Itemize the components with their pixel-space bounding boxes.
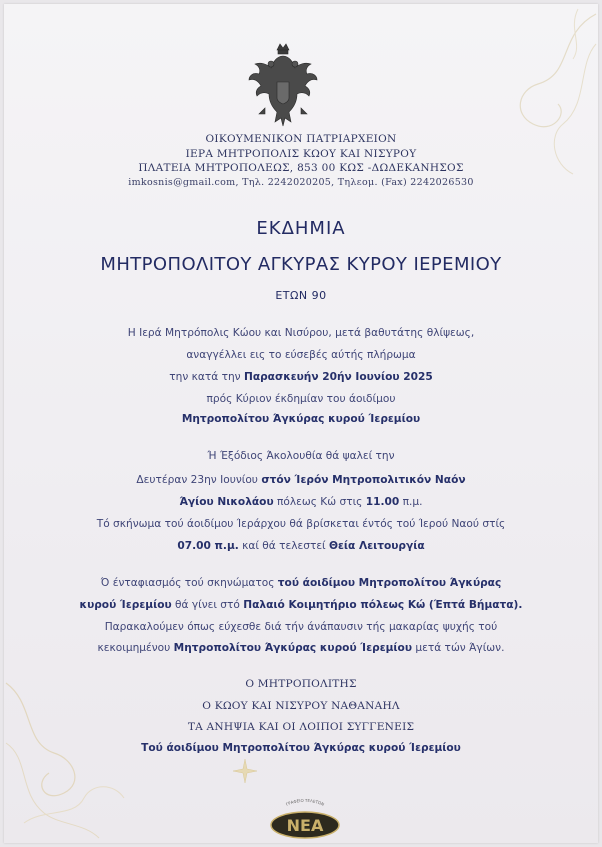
- p3-line4: κεκοιμημένου Μητροπολίτου Άγκύρας κυρού Ίερεμίου μετά τών Άγίων.: [97, 642, 505, 654]
- title-age: ΕΤΩΝ 90: [275, 289, 327, 302]
- p3-line3: Παρακαλούμεν όπως εύχεσθε διά τήν άνάπαυσιν τής μακαρίας ψυχής τού: [104, 621, 498, 633]
- title-ekdimia: ΕΚΔΗΜΙΑ: [256, 218, 346, 239]
- p2-line5: 07.00 π.μ. καί θά τελεστεί Θεία Λειτουργία: [177, 540, 425, 552]
- logo-text: ΝΕΑ: [286, 816, 324, 835]
- funeral-office-logo: [262, 796, 348, 842]
- metropolis-line: ΙΕΡΑ ΜΗΤΡΟΠΟΛΙΣ ΚΩΟΥ ΚΑΙ ΝΙΣΥΡΟΥ: [185, 148, 417, 160]
- signature-line1: Ο ΜΗΤΡΟΠΟΛΙΤΗΣ: [245, 678, 357, 690]
- p2-line2: Δευτέραν 23ην Ιουνίου στόν Ίερόν Μητροπολιτικόν Ναόν: [136, 474, 466, 486]
- p3-line2: κυρού Ίερεμίου θά γίνει στό Παλαιό Κοιμητήριο πόλεως Κώ (Έπτά Βήματα).: [79, 599, 523, 611]
- double-headed-eagle-crest-icon: [247, 42, 319, 130]
- signature-line2: Ο ΚΩΟΥ ΚΑΙ ΝΙΣΥΡΟΥ ΝΑΘΑΝΑΗΛ: [202, 700, 400, 712]
- p2-line4: Τό σκήνωμα τού άοιδίμου Ίεράρχου θά βρίσκεται έντός τού Ίερού Ναού στίς: [96, 518, 506, 530]
- p3-line1: Ό ένταφιασμός τού σκηνώματος τού άοιδίμου Μητροπολίτου Άγκύρας: [100, 577, 502, 589]
- title-name: ΜΗΤΡΟΠΟΛΙΤΟΥ ΑΓΚΥΡΑΣ ΚΥΡΟΥ ΙΕΡΕΜΙΟΥ: [100, 254, 502, 275]
- p2-line3: Άγίου Νικολάου πόλεως Κώ στις 11.00 π.μ.: [179, 496, 423, 508]
- contact-line: imkosnis@gmail.com, Τηλ. 2242020205, Τηλεομ. (Fax) 2242026530: [128, 177, 474, 188]
- signature-line4: Τού άοιδίμου Μητροπολίτου Άγκύρας κυρού Ίερεμίου: [141, 742, 461, 754]
- patriarchate-line: ΟΙΚΟΥΜΕΝΙΚΟΝ ΠΑΤΡΙΑΡΧΕΙΟΝ: [205, 133, 397, 145]
- p2-line1: Ή Έξόδιος Άκολουθία θά ψαλεί την: [207, 450, 395, 462]
- star-ornament-icon: [232, 758, 258, 784]
- ornament-bottom-left-icon: [4, 623, 164, 843]
- p1-line5: Μητροπολίτου Άγκύρας κυρού Ίερεμίου: [181, 413, 421, 425]
- signature-line3: ΤΑ ΑΝΗΨΙΑ ΚΑΙ ΟΙ ΛΟΙΠΟΙ ΣΥΓΓΕΝΕΙΣ: [187, 721, 415, 733]
- logo-arc-text: ΓΡΑΦΕΙΟ ΤΕΛΕΤΩΝ: [284, 797, 325, 807]
- p1-line4: πρός Κύριον έκδημίαν του άοιδίμου: [206, 393, 396, 405]
- p1-line2: αναγγέλλει εις το εύσεβές αύτής πλήρωμα: [186, 349, 416, 361]
- p1-line3: την κατά την Παρασκευήν 20ήν Ιουνίου 2025: [169, 371, 433, 383]
- p1-line1: Η Ιερά Μητρόπολις Κώου και Νισύρου, μετά βαθυτάτης θλίψεως,: [127, 327, 475, 339]
- announcement-card: [4, 4, 598, 843]
- address-line: ΠΛΑΤΕΙΑ ΜΗΤΡΟΠΟΛΕΩΣ, 853 00 ΚΩΣ -ΔΩΔΕΚΑΝΗΣΟΣ: [138, 162, 464, 174]
